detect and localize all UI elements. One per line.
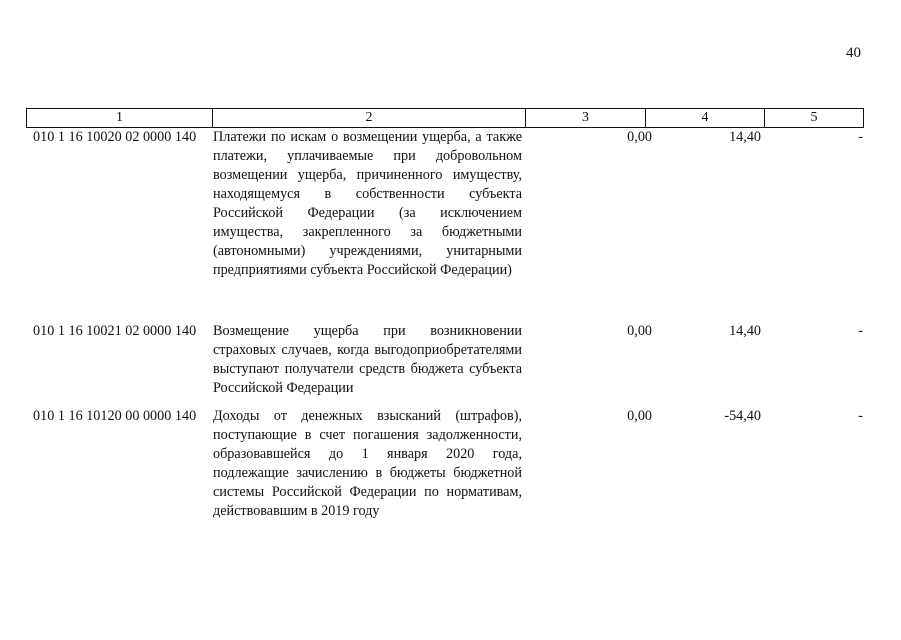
value-col-5: - xyxy=(858,323,863,339)
table-header-row xyxy=(26,108,864,128)
budget-code: 010 1 16 10021 02 0000 140 xyxy=(33,323,197,339)
income-description: Возмещение ущерба при возникновении страховых случаев, когда выгодоприобретателями выступают получатели средств бюджета субъекта Российской Федерации xyxy=(213,323,522,396)
header-col-3: 3 xyxy=(526,109,646,127)
value-col-4: -54,40 xyxy=(724,408,761,424)
value-col-4: 14,40 xyxy=(729,129,761,145)
header-col-1: 1 xyxy=(27,109,213,127)
value-col-4: 14,40 xyxy=(729,323,761,339)
value-col-5: - xyxy=(858,129,863,145)
budget-code: 010 1 16 10120 00 0000 140 xyxy=(33,408,197,424)
value-col-3: 0,00 xyxy=(627,129,652,145)
value-col-3: 0,00 xyxy=(627,323,652,339)
value-col-3: 0,00 xyxy=(627,408,652,424)
income-description: Платежи по искам о возмещении ущерба, а также платежи, уплачиваемые при добровольном возмещении ущерба, причиненного имуществу, находящемуся в собственности субъекта Российской Федерации (за исключением имущества, закрепленного за бюджетными (автономными) учреждениями, унитарными предприятиями субъекта Российской Федерации) xyxy=(213,129,522,278)
header-col-5: 5 xyxy=(810,110,818,125)
page-number: 40 xyxy=(846,45,861,61)
budget-code: 010 1 16 10020 02 0000 140 xyxy=(33,129,197,145)
header-col-2: 2 xyxy=(213,109,526,127)
value-col-5: - xyxy=(858,408,863,424)
income-description: Доходы от денежных взысканий (штрафов), поступающие в счет погашения задолженности, образовавшейся до 1 января 2020 года, подлежащие зачислению в бюджеты бюджетной системы Российской Федерации по нормативам, действовавшим в 2019 году xyxy=(213,408,522,519)
header-col-4: 4 xyxy=(646,109,765,127)
